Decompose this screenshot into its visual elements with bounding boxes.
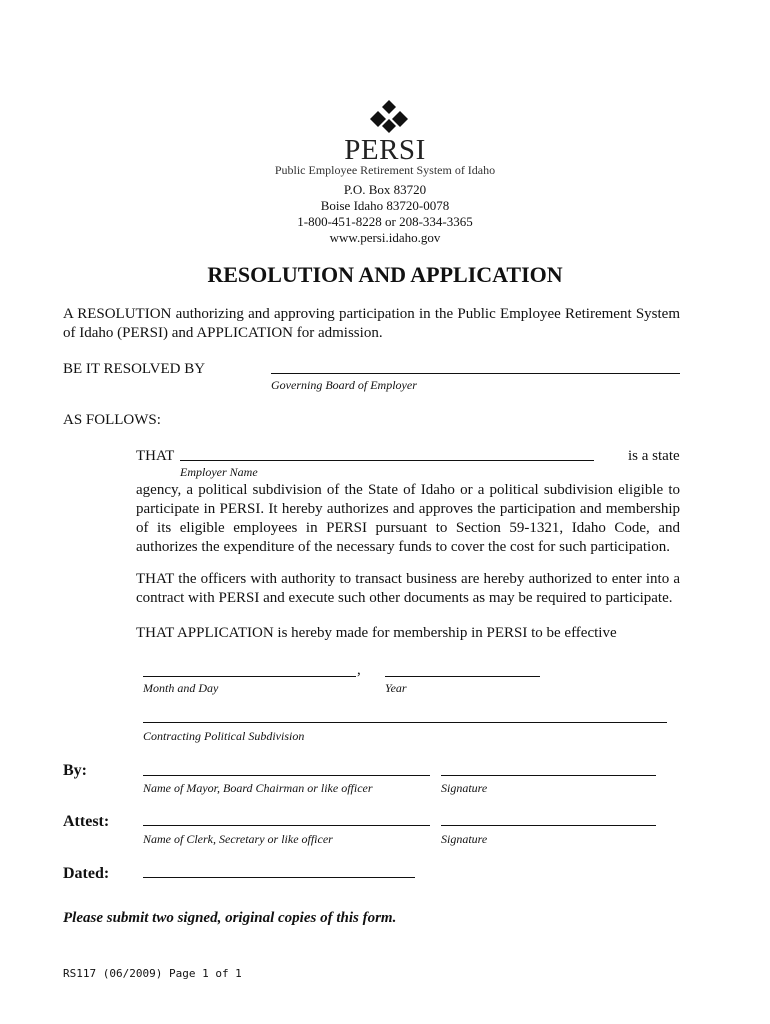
- year-field[interactable]: [385, 676, 540, 677]
- form-footer: RS117 (06/2009) Page 1 of 1: [63, 967, 242, 980]
- as-follows-label: AS FOLLOWS:: [63, 412, 161, 428]
- contracting-subdivision-caption: Contracting Political Subdivision: [143, 729, 305, 743]
- attest-label: Attest:: [63, 813, 110, 830]
- employer-name-field[interactable]: [180, 460, 594, 461]
- address-line-1: P.O. Box 83720: [343, 182, 427, 197]
- by-label: By:: [63, 762, 87, 779]
- address-line-2: Boise Idaho 83720-0078: [320, 198, 450, 213]
- submission-note: Please submit two signed, original copies of this form.: [63, 910, 397, 926]
- state-suffix: is a state: [628, 448, 680, 464]
- clerk-name-caption: Name of Clerk, Secretary or like officer: [143, 832, 333, 846]
- comma: ,: [357, 662, 361, 678]
- org-acronym: PERSI: [344, 134, 426, 166]
- mayor-name-field[interactable]: [143, 775, 430, 776]
- org-full-name: Public Employee Retirement System of Idaho: [274, 163, 496, 177]
- governing-board-caption: Governing Board of Employer: [271, 378, 417, 392]
- year-caption: Year: [385, 681, 407, 695]
- address-line-3: 1-800-451-8228 or 208-334-3365: [297, 214, 473, 229]
- governing-board-field[interactable]: [271, 373, 680, 374]
- application-paragraph: THAT APPLICATION is hereby made for membership in PERSI to be effective: [136, 625, 617, 641]
- that-label: THAT: [136, 448, 175, 464]
- clerk-name-field[interactable]: [143, 825, 430, 826]
- agency-paragraph: agency, a political subdivision of the State of Idaho or a political subdivision eligible to participate in PERSI. It hereby authorizes and approves the participation and membership of its eligible employees in PERSI pursuant to Section 59-1321, Idaho Code, and authorizes the expenditure of the necessary funds to cover the cost for such participation.: [136, 482, 680, 555]
- intro-paragraph: A RESOLUTION authorizing and approving participation in the Public Employee Retirement System of Idaho (PERSI) and APPLICATION for admission.: [63, 306, 680, 341]
- attest-signature-field[interactable]: [441, 825, 656, 826]
- dated-field[interactable]: [143, 877, 415, 878]
- officers-paragraph: THAT the officers with authority to transact business are hereby authorized to enter into a contract with PERSI and execute such other documents as may be required to participate.: [136, 571, 680, 606]
- contracting-subdivision-field[interactable]: [143, 722, 667, 723]
- mayor-name-caption: Name of Mayor, Board Chairman or like officer: [143, 781, 373, 795]
- dated-label: Dated:: [63, 865, 110, 882]
- address-line-4: www.persi.idaho.gov: [329, 230, 441, 245]
- employer-name-caption: Employer Name: [180, 465, 258, 479]
- page-title: RESOLUTION AND APPLICATION: [207, 262, 563, 287]
- attest-signature-caption: Signature: [441, 832, 488, 846]
- by-signature-caption: Signature: [441, 781, 488, 795]
- month-day-caption: Month and Day: [143, 681, 219, 695]
- resolved-label: BE IT RESOLVED BY: [63, 361, 206, 377]
- month-day-field[interactable]: [143, 676, 356, 677]
- by-signature-field[interactable]: [441, 775, 656, 776]
